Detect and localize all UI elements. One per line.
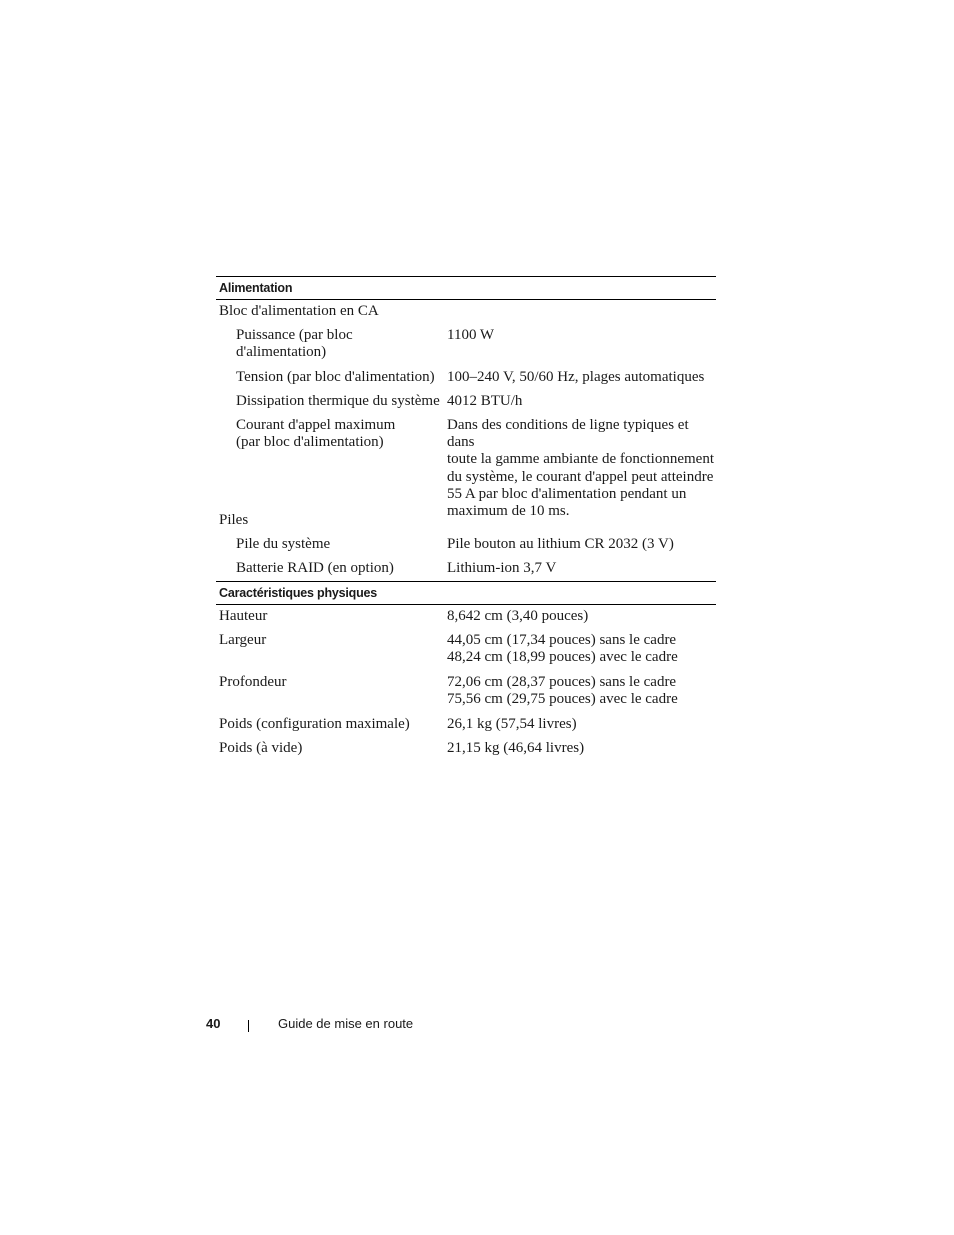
spec-value: 1100 W — [447, 327, 495, 344]
spec-value: 26,1 kg (57,54 livres) — [447, 716, 577, 733]
spec-value: 44,05 cm (17,34 pouces) sans le cadre 48,24 cm (18,99 pouces) avec le cadre — [447, 632, 678, 666]
spec-value: 4012 BTU/h — [447, 392, 523, 409]
ac-supply-group-label: Bloc d'alimentation en CA — [219, 303, 379, 319]
spec-row-system-battery — [216, 533, 716, 557]
spec-label: Tension (par bloc d'alimentation) — [236, 368, 435, 385]
spec-value: 8,642 cm (3,40 pouces) — [447, 608, 589, 624]
spec-value: Pile bouton au lithium CR 2032 (3 V) — [447, 536, 674, 553]
spec-row-max-weight — [216, 713, 716, 737]
spec-label: Dissipation thermique du système — [236, 392, 440, 409]
batteries-group-row — [216, 509, 716, 533]
batteries-group-label: Piles — [219, 512, 249, 529]
spec-label: Pile du système — [236, 536, 331, 553]
spec-row-empty-weight — [216, 737, 716, 761]
spec-row-inrush-current — [216, 414, 716, 520]
spec-label: Largeur — [219, 632, 267, 649]
footer-divider — [248, 1020, 249, 1032]
spec-row-voltage — [216, 366, 716, 390]
spec-label: Puissance (par bloc d'alimentation) — [236, 327, 353, 361]
spec-row-height — [216, 605, 716, 629]
page-number: 40 — [206, 1016, 221, 1031]
spec-label: Profondeur — [219, 674, 287, 691]
power-spec-table — [216, 276, 716, 582]
power-section-header: Alimentation — [216, 276, 716, 300]
spec-label: Poids (configuration maximale) — [219, 716, 410, 733]
spec-row-width — [216, 629, 716, 671]
spec-row-wattage — [216, 324, 716, 365]
spec-label: Batterie RAID (en option) — [236, 560, 394, 577]
spec-label: Poids (à vide) — [219, 740, 303, 757]
spec-value: 100–240 V, 50/60 Hz, plages automatiques — [447, 368, 705, 385]
physical-spec-table — [216, 581, 716, 762]
spec-row-raid-battery — [216, 557, 716, 581]
spec-value: 21,15 kg (46,64 livres) — [447, 740, 585, 757]
footer-title: Guide de mise en route — [278, 1016, 414, 1031]
spec-value: Dans des conditions de ligne typiques et dans toute la gamme ambiante de fonctionnement du système, le courant d'appel peut atteindre 55 A par bloc d'alimentation pendant un maximum de 10 ms. — [447, 417, 714, 520]
spec-value: Lithium-ion 3,7 V — [447, 560, 557, 577]
spec-row-depth — [216, 671, 716, 713]
physical-section-header: Caractéristiques physiques — [216, 581, 716, 605]
spec-row-heat-dissipation — [216, 390, 716, 414]
spec-label: Hauteur — [219, 608, 268, 624]
ac-supply-group-row — [216, 300, 716, 324]
spec-label: Courant d'appel maximum (par bloc d'alimentation) — [236, 417, 396, 451]
spec-value: 72,06 cm (28,37 pouces) sans le cadre 75,56 cm (29,75 pouces) avec le cadre — [447, 674, 678, 708]
